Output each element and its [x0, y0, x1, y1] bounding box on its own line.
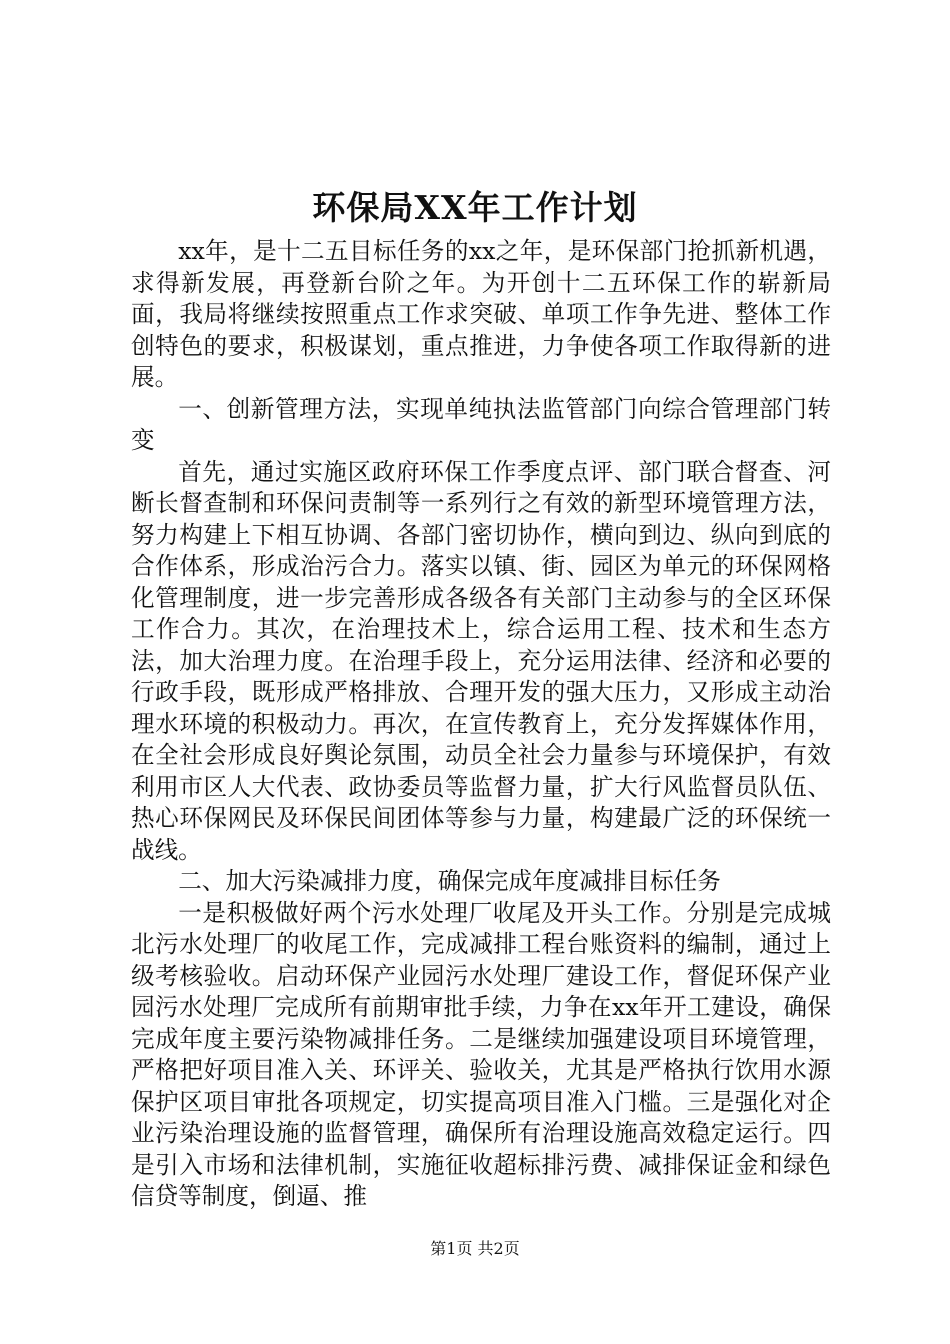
- paragraph-section-1: 首先，通过实施区政府环保工作季度点评、部门联合督查、河断长督查制和环保问责制等一系列行之有效的新型环境管理方法，努力构建上下相互协调、各部门密切协作，横向到边、纵向到底的合作体系，形成治污合力。落实以镇、街、园区为单元的环保网格化管理制度，进一步完善形成各级各有关部门主动参与的全区环保工作合力。其次，在治理技术上，综合运用工程、技术和生态方法，加大治理力度。在治理手段上，充分运用法律、经济和必要的行政手段，既形成严格排放、合理开发的强大压力，又形成主动治理水环境的积极动力。再次，在宣传教育上，充分发挥媒体作用，在全社会形成良好舆论氛围，动员全社会力量参与环境保护，有效利用市区人大代表、政协委员等监督力量，扩大行风监督员队伍、热心环保网民及环保民间团体等参与力量，构建最广泛的环保统一战线。: [131, 457, 831, 864]
- document-title: 环保局XX年工作计划: [312, 188, 638, 227]
- section-heading-2: 二、加大污染减排力度，确保完成年度减排目标任务: [178, 867, 721, 895]
- paragraph-section-2: 一是积极做好两个污水处理厂收尾及开头工作。分别是完成城北污水处理厂的收尾工作，完成减排工程台账资料的编制，通过上级考核验收。启动环保产业园污水处理厂建设工作，督促环保产业园污水处理厂完成所有前期审批手续，力争在xx年开工建设，确保完成年度主要污染物减排任务。二是继续加强建设项目环境管理，严格把好项目准入关、环评关、验收关，尤其是严格执行饮用水源保护区项目审批各项规定，切实提高项目准入门槛。三是强化对企业污染治理设施的监督管理，确保所有治理设施高效稳定运行。四是引入市场和法律机制，实施征收超标排污费、减排保证金和绿色信贷等制度，倒逼、推: [131, 898, 831, 1210]
- paragraph-intro: xx年，是十二五目标任务的xx之年，是环保部门抢抓新机遇，求得新发展，再登新台阶之年。为开创十二五环保工作的崭新局面，我局将继续按照重点工作求突破、单项工作争先进、整体工作创特色的要求，积极谋划，重点推进，力争使各项工作取得新的进展。: [131, 237, 831, 391]
- page-footer: 第1页 共2页: [430, 1239, 520, 1258]
- document-body: [131, 236, 831, 1213]
- section-heading-1: 一、创新管理方法，实现单纯执法监管部门向综合管理部门转变: [131, 394, 831, 454]
